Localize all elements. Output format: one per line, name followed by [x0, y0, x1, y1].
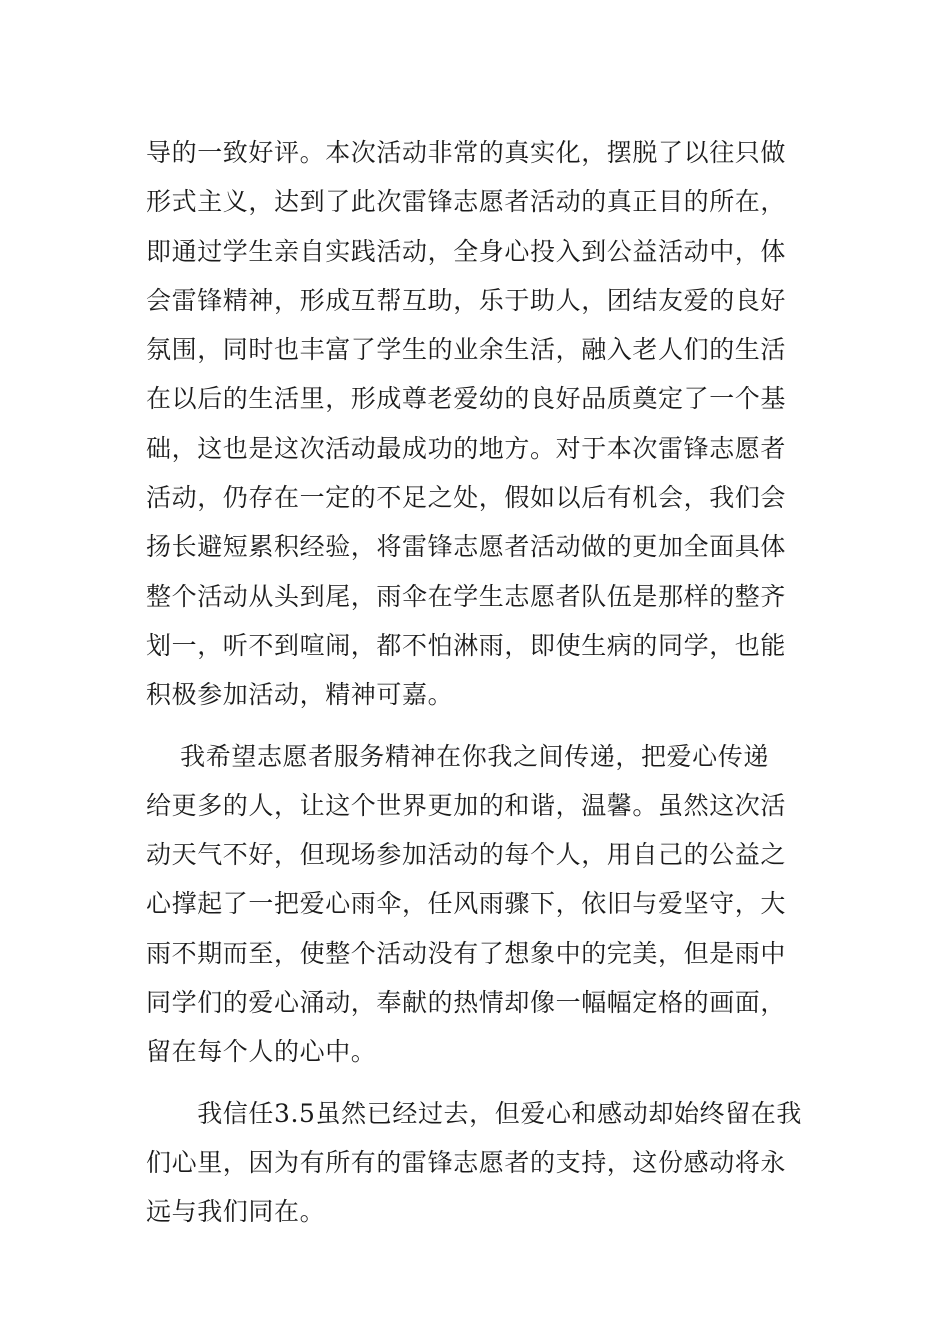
text-line: 我希望志愿者服务精神在你我之间传递，把爱心传递 [146, 741, 769, 771]
paragraph-spacer [146, 720, 806, 732]
text-line: 会雷锋精神，形成互帮互助，乐于助人，团结友爱的良好 [146, 285, 787, 315]
text-line: 雨不期而至，使整个活动没有了想象中的完美，但是雨中 [146, 938, 787, 968]
text-line: 活动，仍存在一定的不足之处，假如以后有机会，我们会 [146, 483, 787, 513]
text-line: 导的一致好评。本次活动非常的真实化，摆脱了以往只做 [146, 138, 787, 167]
document-body [146, 128, 806, 1237]
text-line: 划一，听不到喧闹，都不怕淋雨，即使生病的同学，也能 [146, 630, 787, 660]
text-line: 心撑起了一把爱心雨伞，任风雨骤下，依旧与爱坚守，大 [146, 889, 787, 919]
text-line: 动天气不好，但现场参加活动的每个人，用自己的公益之 [146, 840, 787, 870]
text-line: 留在每个人的心中。 [146, 1037, 377, 1067]
text-line: 在以后的生活里，形成尊老爱幼的良好品质奠定了一个基 [146, 384, 787, 414]
text-line: 整个活动从头到尾，雨伞在学生志愿者队伍是那样的整齐 [146, 581, 787, 611]
text-line: 形式主义，达到了此次雷锋志愿者活动的真正目的所在， [146, 187, 787, 217]
text-line: 氛围，同时也丰富了学生的业余生活，融入老人们的生活 [146, 335, 787, 365]
text-line: 扬长避短累积经验，将雷锋志愿者活动做的更加全面具体 [146, 532, 787, 562]
text-line: 们心里，因为有所有的雷锋志愿者的支持，这份感动将永 [146, 1147, 787, 1177]
paragraph-1 [146, 128, 806, 720]
text-line: 即通过学生亲自实践活动，全身心投入到公益活动中，体 [146, 236, 787, 266]
text-line: 积极参加活动，精神可嘉。 [146, 680, 454, 710]
text-line: 远与我们同在。 [146, 1197, 326, 1227]
paragraph-3 [146, 1089, 806, 1237]
text-line: 我信任3.5虽然已经过去，但爱心和感动却始终留在我 [146, 1098, 802, 1128]
paragraph-2 [146, 732, 806, 1077]
paragraph-spacer [146, 1077, 806, 1089]
text-line: 给更多的人，让这个世界更加的和谐，温馨。虽然这次活 [146, 790, 787, 820]
text-line: 础，这也是这次活动最成功的地方。对于本次雷锋志愿者 [146, 433, 787, 463]
text-line: 同学们的爱心涌动，奉献的热情却像一幅幅定格的画面， [146, 988, 787, 1018]
